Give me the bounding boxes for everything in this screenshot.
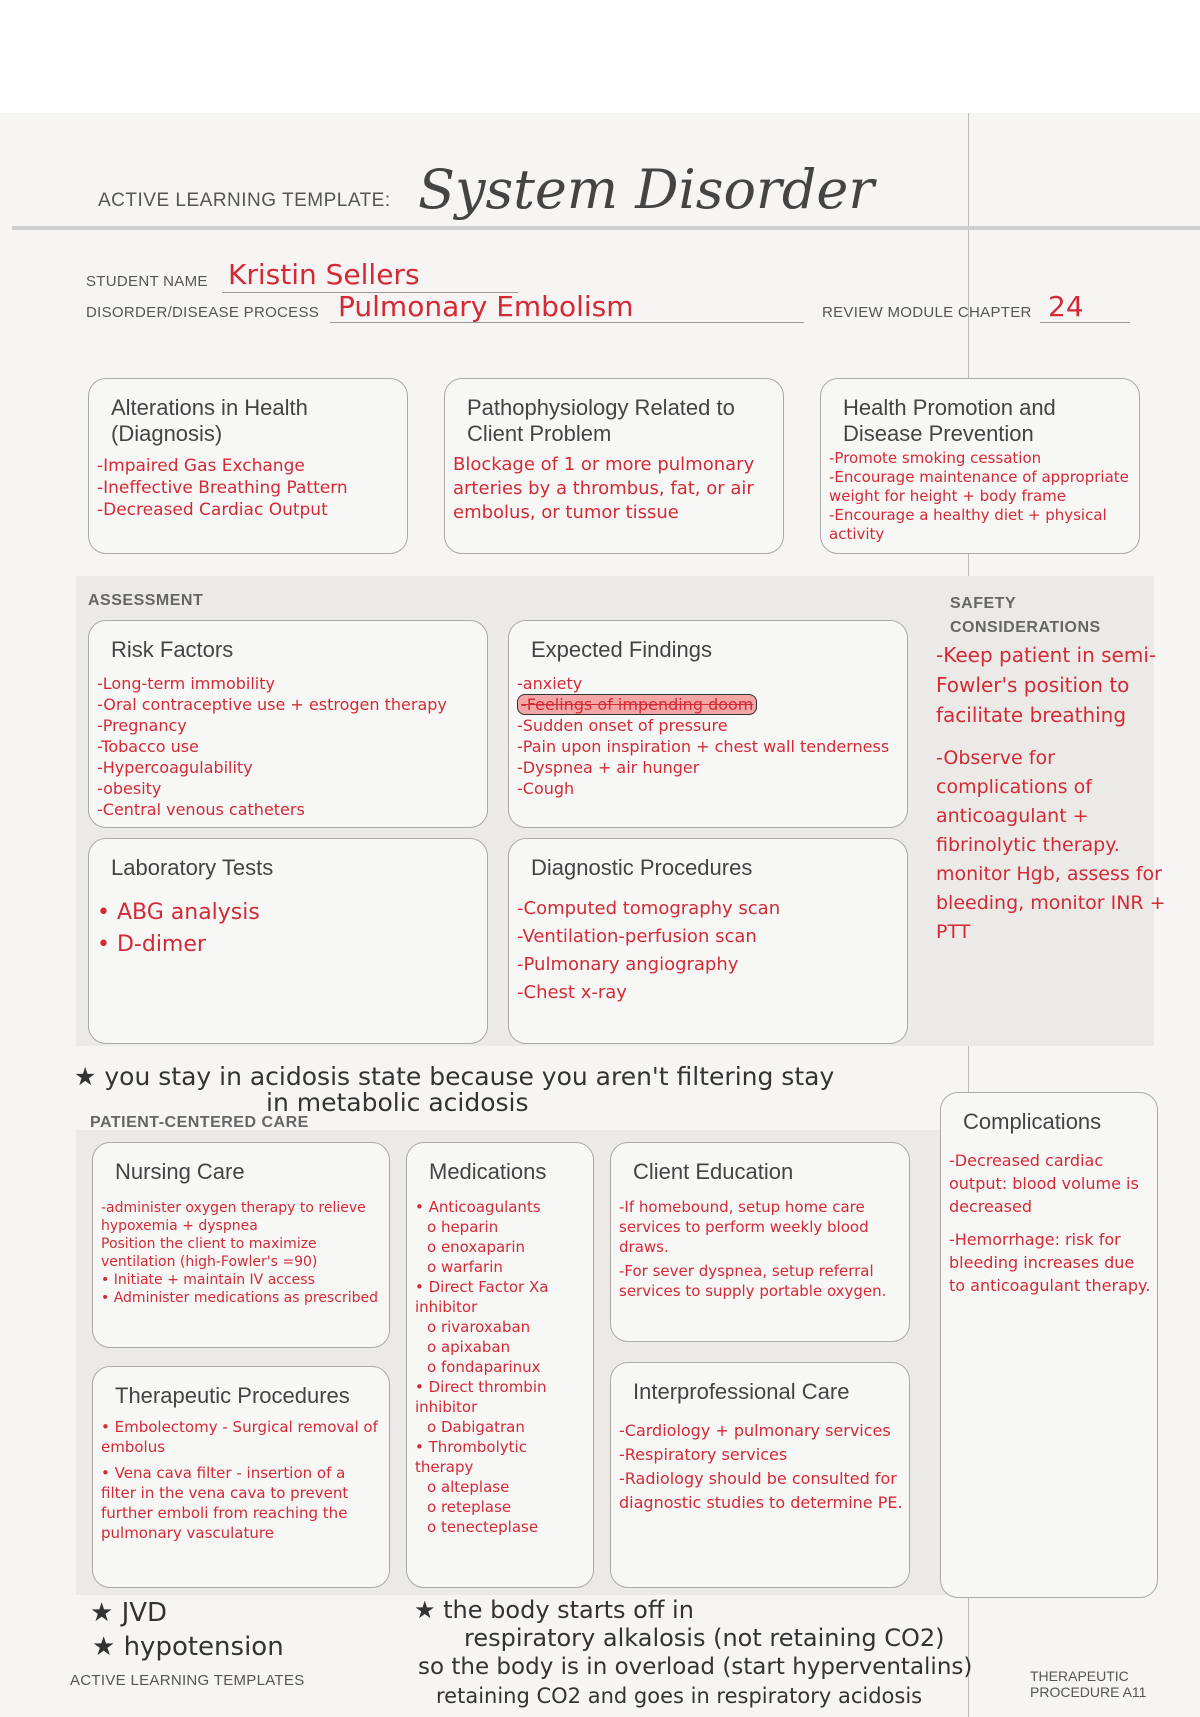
list-item: -Computed tomography scan xyxy=(517,898,781,919)
list-item: -Pregnancy xyxy=(97,716,187,735)
pathophysiology-list xyxy=(453,453,777,525)
health-promotion-box xyxy=(820,378,1140,554)
list-item: -Hemorrhage: risk for bleeding increases due to anticoagulant therapy. xyxy=(949,1230,1151,1295)
disorder-label: DISORDER/DISEASE PROCESS xyxy=(86,304,320,321)
list-item: o fondaparinux xyxy=(427,1358,541,1376)
list-item: o warfarin xyxy=(427,1258,503,1276)
list-item: -Impaired Gas Exchange xyxy=(97,456,305,476)
safety-list xyxy=(936,640,1186,947)
complications-box xyxy=(940,1092,1158,1598)
student-name-label: STUDENT NAME xyxy=(86,273,208,290)
list-item: -Dyspnea + air hunger xyxy=(517,758,700,777)
list-item: • ABG analysis xyxy=(97,900,260,925)
list-item: -For sever dyspnea, setup referral services to supply portable oxygen. xyxy=(619,1262,887,1300)
health-promotion-list xyxy=(829,449,1133,544)
body-note-line4: retaining CO2 and goes in respiratory acidosis xyxy=(436,1684,923,1708)
complications-title: Complications xyxy=(963,1109,1102,1134)
alterations-title: Alterations in Health (Diagnosis) xyxy=(111,395,308,446)
diagnostic-procedures-box xyxy=(508,838,908,1044)
risk-factors-box xyxy=(88,620,488,828)
template-label: ACTIVE LEARNING TEMPLATE: xyxy=(98,190,391,211)
medications-title: Medications xyxy=(429,1159,547,1184)
list-item: -Encourage a healthy diet + physical activity xyxy=(829,506,1107,543)
header-divider xyxy=(12,226,1200,230)
nursing-care-list xyxy=(101,1199,383,1307)
list-item: -Cardiology + pulmonary services xyxy=(619,1421,891,1440)
body-note-line3: so the body is in overload (start hyperventalins) xyxy=(418,1654,973,1680)
list-item: -Chest x-ray xyxy=(517,982,627,1003)
footer-left-label: ACTIVE LEARNING TEMPLATES xyxy=(70,1672,305,1689)
acidosis-note: ★ you stay in acidosis state because you aren't filtering stay xyxy=(74,1062,835,1091)
list-item: -If homebound, setup home care services to perform weekly blood draws. xyxy=(619,1198,869,1256)
list-item: -Central venous catheters xyxy=(97,800,305,819)
list-item: -Ventilation-perfusion scan xyxy=(517,926,757,947)
pathophysiology-title: Pathophysiology Related to Client Problem xyxy=(467,395,735,446)
list-item: -Decreased Cardiac Output xyxy=(97,500,328,520)
page-title: System Disorder xyxy=(418,158,875,221)
client-education-box xyxy=(610,1142,910,1342)
list-item: -Hypercoagulability xyxy=(97,758,253,777)
list-item: Position the client to maximize ventilation (high-Fowler's =90) xyxy=(101,1236,318,1270)
list-item: -Long-term immobility xyxy=(97,674,275,693)
list-item: -Cough xyxy=(517,779,575,798)
safety-section-label: SAFETY CONSIDERATIONS xyxy=(950,595,1101,636)
nursing-care-title: Nursing Care xyxy=(115,1159,245,1184)
lab-tests-list xyxy=(97,897,481,961)
list-item: -Respiratory services xyxy=(619,1445,788,1464)
alterations-list xyxy=(97,455,401,521)
list-item: • Thrombolytic therapy xyxy=(415,1438,527,1476)
acidosis-note-line2: in metabolic acidosis xyxy=(266,1088,529,1117)
interprofessional-care-box xyxy=(610,1362,910,1588)
list-item: -Keep patient in semi-Fowler's position to facilitate breathing xyxy=(936,643,1157,727)
list-item: • Anticoagulants xyxy=(415,1198,541,1216)
therapeutic-procedures-box xyxy=(92,1366,390,1588)
nursing-care-box xyxy=(92,1142,390,1348)
list-item: -Tobacco use xyxy=(97,737,199,756)
expected-findings-box xyxy=(508,620,908,828)
alterations-box xyxy=(88,378,408,554)
expected-findings-title: Expected Findings xyxy=(531,637,712,662)
lab-tests-title: Laboratory Tests xyxy=(111,855,274,880)
list-item: • Administer medications as prescribed xyxy=(101,1290,378,1306)
assessment-section-label: ASSESSMENT xyxy=(88,592,204,609)
list-item: -obesity xyxy=(97,779,162,798)
list-item: -Encourage maintenance of appropriate weight for height + body frame xyxy=(829,468,1129,505)
list-item: o tenecteplase xyxy=(427,1518,539,1536)
list-item: Blockage of 1 or more pulmonary arteries by a thrombus, fat, or air embolus, or tumor tissue xyxy=(453,454,755,523)
risk-factors-list xyxy=(97,673,481,820)
list-item: -Radiology should be consulted for diagnostic studies to determine PE. xyxy=(619,1469,903,1512)
hypotension-note: ★ hypotension xyxy=(92,1632,284,1662)
list-item: -Ineffective Breathing Pattern xyxy=(97,478,348,498)
health-promotion-title: Health Promotion and Disease Prevention xyxy=(843,395,1056,446)
interprofessional-care-title: Interprofessional Care xyxy=(633,1379,850,1404)
list-item: • Vena cava filter - insertion of a filter in the vena cava to prevent further emboli from reaching the pulmonary vasculature xyxy=(101,1464,349,1542)
interprofessional-care-list xyxy=(619,1419,903,1515)
lab-tests-box xyxy=(88,838,488,1044)
diagnostic-procedures-title: Diagnostic Procedures xyxy=(531,855,753,880)
highlighted-finding: -Feelings of impending doom xyxy=(517,694,757,715)
list-item: o rivaroxaban xyxy=(427,1318,531,1336)
client-education-title: Client Education xyxy=(633,1159,794,1184)
medications-list xyxy=(415,1197,587,1537)
patient-care-section-label: PATIENT-CENTERED CARE xyxy=(90,1114,309,1131)
body-note-line1: ★ the body starts off in xyxy=(414,1596,694,1624)
list-item: • Embolectomy - Surgical removal of embolus xyxy=(101,1418,378,1456)
complications-list xyxy=(949,1149,1151,1297)
list-item: • Direct Factor Xa inhibitor xyxy=(415,1278,549,1316)
therapeutic-procedures-title: Therapeutic Procedures xyxy=(115,1383,350,1408)
list-item: o alteplase xyxy=(427,1478,510,1496)
chapter-value[interactable]: 24 xyxy=(1048,290,1084,323)
jvd-note: ★ JVD xyxy=(90,1598,168,1628)
expected-findings-list xyxy=(517,673,901,799)
diagnostic-procedures-list xyxy=(517,895,901,1007)
client-education-list xyxy=(619,1197,903,1301)
list-item: • D-dimer xyxy=(97,932,206,957)
footer-right-label: THERAPEUTIC PROCEDURE A11 xyxy=(1030,1668,1147,1700)
list-item: -Oral contraceptive use + estrogen therapy xyxy=(97,695,447,714)
list-item: -Observe for complications of anticoagulant + fibrinolytic therapy. monitor Hgb, assess for bleeding, monitor INR + PTT xyxy=(936,747,1166,943)
list-item: -anxiety xyxy=(517,674,583,693)
disorder-value[interactable]: Pulmonary Embolism xyxy=(338,290,634,323)
list-item: • Initiate + maintain IV access xyxy=(101,1272,315,1288)
list-item: o enoxaparin xyxy=(427,1238,526,1256)
therapeutic-procedures-list xyxy=(101,1417,383,1543)
list-item: -Promote smoking cessation xyxy=(829,449,1042,467)
list-item: o reteplase xyxy=(427,1498,512,1516)
list-item: -Pulmonary angiography xyxy=(517,954,739,975)
student-name-value[interactable]: Kristin Sellers xyxy=(228,258,420,291)
list-item: -Pain upon inspiration + chest wall tenderness xyxy=(517,737,890,756)
list-item: o Dabigatran xyxy=(427,1418,525,1436)
risk-factors-title: Risk Factors xyxy=(111,637,234,662)
body-note-line2: respiratory alkalosis (not retaining CO2) xyxy=(464,1624,945,1652)
list-item: o heparin xyxy=(427,1218,499,1236)
list-item: -Sudden onset of pressure xyxy=(517,716,728,735)
chapter-label: REVIEW MODULE CHAPTER xyxy=(822,304,1032,321)
list-item: -administer oxygen therapy to relieve hypoxemia + dyspnea xyxy=(101,1200,366,1234)
list-item: • Direct thrombin inhibitor xyxy=(415,1378,547,1416)
medications-box xyxy=(406,1142,594,1588)
list-item: o apixaban xyxy=(427,1338,511,1356)
list-item: -Decreased cardiac output: blood volume is decreased xyxy=(949,1151,1139,1216)
pathophysiology-box xyxy=(444,378,784,554)
